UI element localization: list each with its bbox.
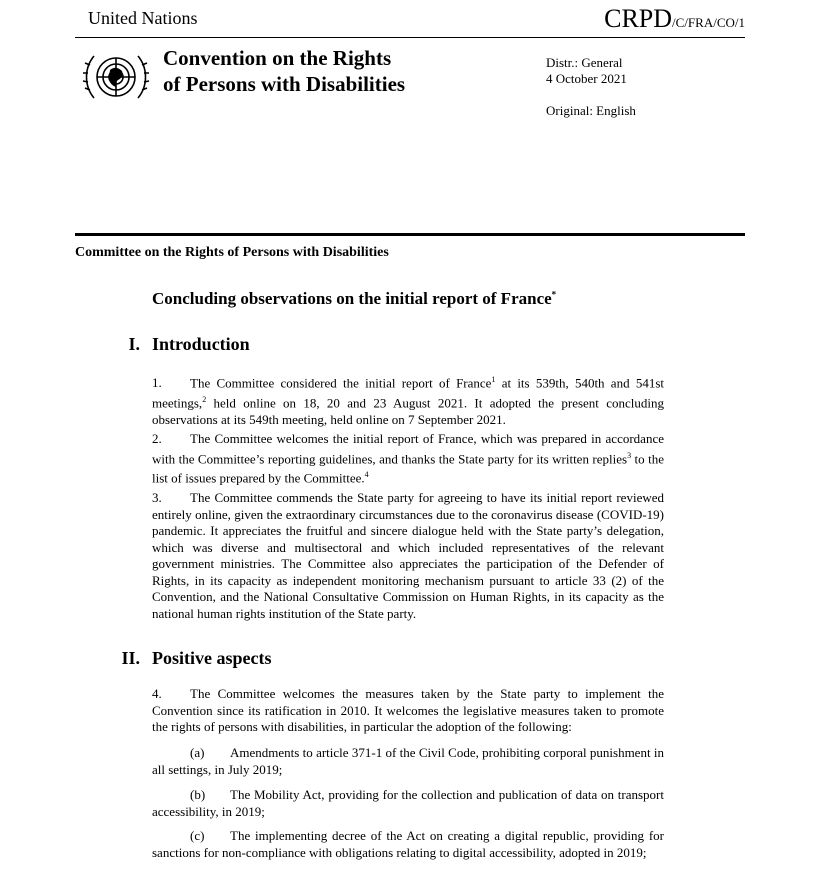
paragraph-3: 3. The Committee commends the State party for agreeing to have its initial report reviewed entirely online, given the extraordinary circumstances due to the coronavirus disease (COVID-19) pandemic. It appreciates the fruitful and sincere dialogue held with the State party’s delegation, which was diverse and multisectoral and which included representatives of the relevant government ministries. The Committee also appreciates the participation of the Defender of Rights, in its capacity as independent monitoring mechanism pursuant to article 33 (2) of the Convention, and the National Consultative Commission on Human Rights, in its capacity as the national human rights institution of the State party. [152,490,664,621]
convention-title: Convention on the Rights of Persons with Disabilities [163,46,406,96]
heading-positive-aspects: II. Positive aspects [121,648,272,668]
document-symbol: CRPD/C/FRA/CO/1 [604,4,745,33]
distribution-info: Distr.: General 4 October 2021 [546,55,627,86]
un-emblem-icon [80,46,152,112]
list-item-c: (c) The implementing decree of the Act on creating a digital republic, providing for sanctions for non-compliance with obligations relating to digital accessibility, adopted in 2019; [152,828,664,860]
paragraph-2: 2. The Committee welcomes the initial report of France, which was prepared in accordance with the Committee’s reporting guidelines, and thanks the State party for its written replies$^3$ to the list of issues prepared by the Committee.$^4$ [152,431,665,486]
list-item-a: (a) Amendments to article 371-1 of the Civil Code, prohibiting corporal punishment in all settings, in July 2019; [152,745,664,777]
paragraph-4: 4. The Committee welcomes the measures taken by the State party to implement the Convention since its ratification in 2010. It welcomes the legislative measures taken to promote the rights of persons with disabilities, in particular the adoption of the following: [152,686,664,734]
section-rule [75,233,745,236]
heading-introduction: I. Introduction [128,334,250,354]
list-item-b: (b) The Mobility Act, providing for the collection and publication of data on transport accessibility, in 2019; [152,787,664,819]
organization-name: United Nations [88,8,198,28]
document-title: Concluding observations on the initial report of France* [152,289,557,308]
original-language: Original: English [546,103,636,118]
committee-name: Committee on the Rights of Persons with Disabilities [75,245,389,260]
paragraph-1: 1. The Committee considered the initial report of France$^1$ at its 539th, 540th and 541st meetings,$^2$ held online on 18, 20 and 23 August 2021. It adopted the present concluding observations at its 549th meeting, held online on 7 September 2021. [152,375,664,427]
